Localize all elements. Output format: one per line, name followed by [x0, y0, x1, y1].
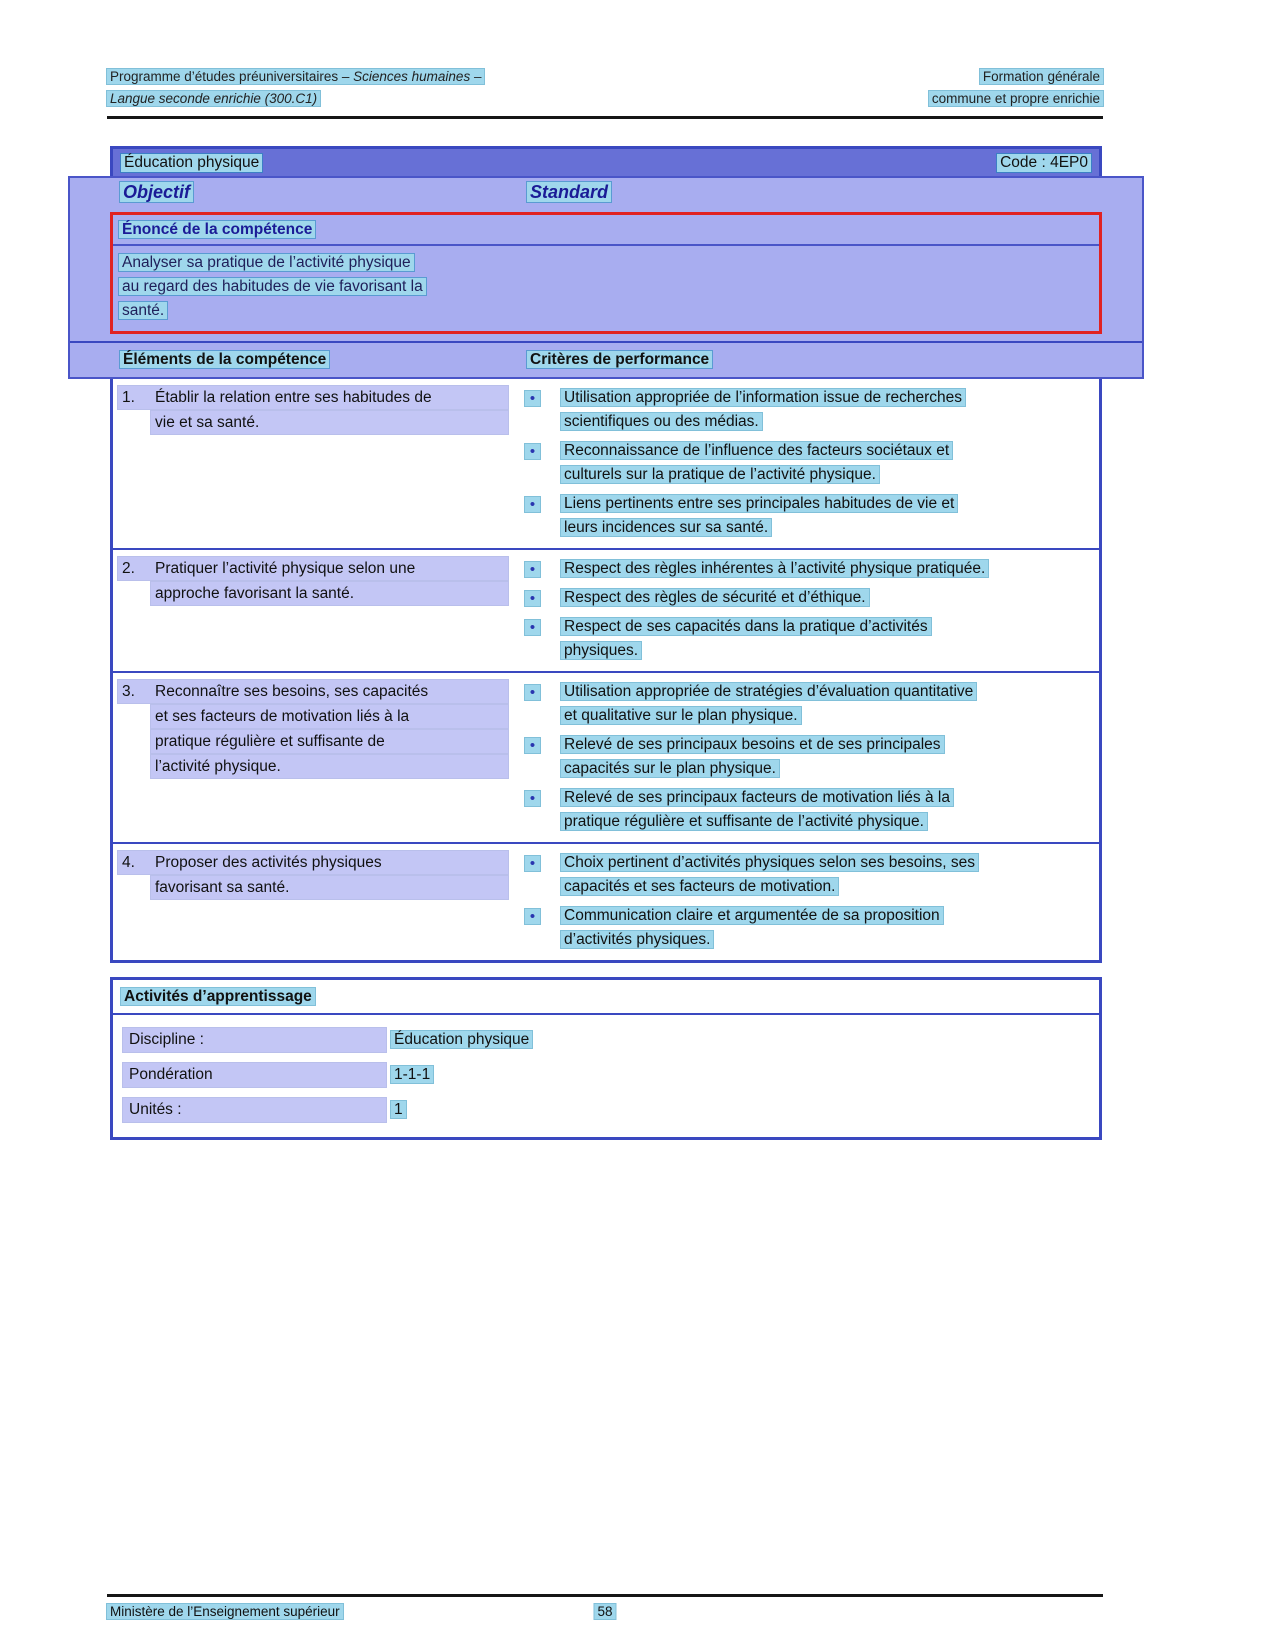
bullet-glyph: •: [529, 496, 536, 513]
header-right-line1: [929, 66, 1103, 87]
header-right: [929, 66, 1103, 110]
header-left: [107, 66, 484, 110]
criterion-line: [561, 492, 957, 515]
page-header: [107, 66, 1103, 119]
criterion: [525, 904, 1091, 952]
element-text-line: [151, 705, 508, 728]
objectif-label: Objectif: [120, 182, 193, 202]
competence-table: [110, 146, 1102, 963]
header-right-line2: [929, 88, 1103, 109]
criterion-line: [561, 516, 957, 539]
criterion-lines: [561, 386, 965, 434]
criterion-line: [561, 733, 944, 756]
criterion-text: Respect des règles de sécurité et d’éthique.: [561, 589, 869, 606]
criterion-text: Respect des règles inhérentes à l’activité physique pratiquée.: [561, 560, 988, 577]
bullet-icon: [525, 738, 540, 753]
objectif-standard-zone: [68, 176, 1144, 379]
field-value-discipline: Éducation physique: [391, 1031, 532, 1048]
page-footer: [107, 1594, 1103, 1622]
criterion-text: capacités sur le plan physique.: [561, 760, 779, 777]
bullet-glyph: •: [529, 684, 536, 701]
standard-label-wrap: [527, 182, 611, 203]
criterion-line: [561, 875, 978, 898]
criterion-line: [561, 757, 944, 780]
criterion-line: [561, 904, 943, 927]
criterion-lines: [561, 492, 957, 540]
footer-page-number-wrap: [594, 1602, 615, 1622]
enonce-line-text: au regard des habitudes de vie favorisant la: [119, 278, 426, 295]
competence-row-3: [113, 671, 1099, 842]
criteria-column: [515, 384, 1099, 540]
element-number: 1.: [122, 389, 135, 406]
document-body: [110, 146, 1102, 1140]
criterion: [525, 615, 1091, 663]
criterion: [525, 733, 1091, 781]
activities-box: [110, 977, 1102, 1140]
criterion-lines: [561, 586, 869, 610]
header-program-italic: Sciences humaines –: [353, 69, 482, 84]
criterion-text: scientifiques ou des médias.: [561, 413, 762, 430]
header-commune-text: commune et propre enrichie: [929, 91, 1103, 106]
criterion-line: [561, 704, 976, 727]
criterion-text: physiques.: [561, 642, 641, 659]
element-text: approche favorisant la santé.: [155, 585, 355, 602]
criteria-column: [515, 555, 1099, 663]
competence-row-1: [113, 379, 1099, 548]
bullet-icon: [525, 591, 540, 606]
element-text-line: [151, 582, 508, 605]
field-unites: [123, 1098, 1089, 1122]
criterion-text: Choix pertinent d’activités physiques selon ses besoins, ses: [561, 854, 978, 871]
field-ponderation: [123, 1063, 1089, 1087]
criteria-column: [515, 678, 1099, 834]
bullet-glyph: •: [529, 908, 536, 925]
criterion-text: Utilisation appropriée de stratégies d’évaluation quantitative: [561, 683, 976, 700]
header-left-line1: [107, 66, 484, 87]
activities-title: Activités d’apprentissage: [121, 988, 315, 1005]
field-value-discipline-wrap: [391, 1031, 532, 1049]
activities-body: [113, 1015, 1099, 1137]
criterion-line: [561, 557, 988, 580]
table-column-headers: [70, 341, 1142, 377]
criterion-lines: [561, 786, 953, 834]
element-text: et ses facteurs de motivation liés à la: [155, 708, 410, 725]
criteria-column: [515, 849, 1099, 952]
criterion-text: Relevé de ses principaux facteurs de motivation liés à la: [561, 789, 953, 806]
criterion-lines: [561, 615, 931, 663]
criterion-line: [561, 810, 953, 833]
criterion-line: [561, 639, 931, 662]
element-text: vie et sa santé.: [155, 414, 260, 431]
bullet-icon: [525, 909, 540, 924]
criterion-text: Liens pertinents entre ses principales habitudes de vie et: [561, 495, 957, 512]
criterion: [525, 786, 1091, 834]
bullet-icon: [525, 620, 540, 635]
criteres-header: Critères de performance: [527, 351, 712, 368]
criterion: [525, 851, 1091, 899]
bullet-glyph: •: [529, 619, 536, 636]
field-label-discipline: Discipline :: [123, 1028, 386, 1052]
criterion: [525, 680, 1091, 728]
criterion: [525, 386, 1091, 434]
footer-ministry: Ministère de l’Enseignement supérieur: [107, 1604, 343, 1619]
criterion-text: Utilisation appropriée de l’information issue de recherches: [561, 389, 965, 406]
element-number: 4.: [122, 854, 135, 871]
enonce-title: Énoncé de la compétence: [119, 221, 315, 238]
course-title: Éducation physique: [121, 154, 262, 172]
criterion-line: [561, 386, 965, 409]
bullet-icon: [525, 391, 540, 406]
criterion-text: Respect de ses capacités dans la pratique d’activités: [561, 618, 931, 635]
criterion-line: [561, 680, 976, 703]
header-langue-text: Langue seconde enrichie (300.C1): [107, 91, 320, 106]
field-discipline: [123, 1028, 1089, 1052]
bullet-glyph: •: [529, 590, 536, 607]
field-label-ponderation: Pondération: [123, 1063, 386, 1087]
criterion-line: [561, 463, 952, 486]
criterion: [525, 439, 1091, 487]
enonce-line: [119, 251, 1093, 275]
criterion-text: leurs incidences sur sa santé.: [561, 519, 771, 536]
element-column: [113, 384, 515, 540]
objectif-standard-row: [120, 182, 1092, 210]
element-text: pratique régulière et suffisante de: [155, 733, 385, 750]
field-value-ponderation-wrap: [391, 1066, 433, 1084]
criterion-text: Reconnaissance de l’influence des facteurs sociétaux et: [561, 442, 952, 459]
element-text: favorisant sa santé.: [155, 879, 290, 896]
enonce-box: [110, 212, 1102, 334]
course-title-bar: [113, 149, 1099, 176]
element-text-line: [151, 755, 508, 778]
element-text-line: [118, 680, 508, 703]
criterion-text: Relevé de ses principaux besoins et de ses principales: [561, 736, 944, 753]
element-text: Établir la relation entre ses habitudes de: [155, 389, 432, 406]
element-column: [113, 555, 515, 663]
bullet-icon: [525, 685, 540, 700]
element-column: [113, 849, 515, 952]
bullet-icon: [525, 497, 540, 512]
criterion-lines: [561, 733, 944, 781]
criterion-lines: [561, 439, 952, 487]
criterion: [525, 557, 1091, 581]
enonce-line-text: Analyser sa pratique de l’activité physique: [119, 254, 414, 271]
enonce-line: [119, 299, 1093, 323]
header-left-line1-highlight: [107, 69, 484, 84]
bullet-glyph: •: [529, 790, 536, 807]
criterion-text: culturels sur la pratique de l’activité physique.: [561, 466, 879, 483]
enonce-line: [119, 275, 1093, 299]
enonce-header: [113, 215, 1099, 246]
criterion-lines: [561, 851, 978, 899]
enonce-line-text: santé.: [119, 302, 167, 319]
course-code: Code : 4EP0: [997, 154, 1091, 172]
criterion: [525, 586, 1091, 610]
bullet-glyph: •: [529, 855, 536, 872]
bullet-icon: [525, 562, 540, 577]
standard-label: Standard: [527, 182, 611, 202]
element-text-line: [151, 411, 508, 434]
criterion-line: [561, 928, 943, 951]
bullet-glyph: •: [529, 443, 536, 460]
criterion-text: Communication claire et argumentée de sa proposition: [561, 907, 943, 924]
criterion-lines: [561, 557, 988, 581]
criterion-text: d’activités physiques.: [561, 931, 713, 948]
criterion-line: [561, 786, 953, 809]
bullet-icon: [525, 444, 540, 459]
bullet-icon: [525, 791, 540, 806]
header-left-line2: [107, 88, 484, 109]
element-text: Reconnaître ses besoins, ses capacités: [155, 683, 429, 700]
element-text: l’activité physique.: [155, 758, 281, 775]
element-text-line: [151, 730, 508, 753]
criterion-line: [561, 439, 952, 462]
element-column: [113, 678, 515, 834]
criterion-text: et qualitative sur le plan physique.: [561, 707, 801, 724]
criterion-lines: [561, 680, 976, 728]
elements-header: Éléments de la compétence: [120, 351, 329, 368]
field-value-ponderation: 1-1-1: [391, 1066, 433, 1083]
activities-title-row: [113, 980, 1099, 1015]
bullet-glyph: •: [529, 390, 536, 407]
criterion-line: [561, 586, 869, 609]
criterion-line: [561, 851, 978, 874]
competence-row-4: [113, 842, 1099, 960]
bullet-glyph: •: [529, 737, 536, 754]
criterion-text: capacités et ses facteurs de motivation.: [561, 878, 838, 895]
field-value-unites-wrap: [391, 1101, 406, 1119]
element-number: 3.: [122, 683, 135, 700]
criterion: [525, 492, 1091, 540]
competence-row-2: [113, 548, 1099, 671]
header-formation-text: Formation générale: [980, 69, 1103, 84]
header-program-text: Programme d’études préuniversitaires –: [110, 69, 354, 84]
element-text-line: [151, 876, 508, 899]
bullet-icon: [525, 856, 540, 871]
field-value-unites: 1: [391, 1101, 406, 1118]
element-text-line: [118, 557, 508, 580]
field-label-unites: Unités :: [123, 1098, 386, 1122]
element-text: Pratiquer l’activité physique selon une: [155, 560, 416, 577]
criterion-line: [561, 410, 965, 433]
criterion-line: [561, 615, 931, 638]
footer-page-number: 58: [594, 1604, 615, 1619]
element-text: Proposer des activités physiques: [155, 854, 382, 871]
criterion-text: pratique régulière et suffisante de l’activité physique.: [561, 813, 927, 830]
bullet-glyph: •: [529, 561, 536, 578]
element-text-line: [118, 851, 508, 874]
elements-header-cell: [70, 348, 527, 371]
criteres-header-cell: [527, 348, 1142, 371]
enonce-body: [113, 246, 1099, 331]
criterion-lines: [561, 904, 943, 952]
element-text-line: [118, 386, 508, 409]
element-number: 2.: [122, 560, 135, 577]
